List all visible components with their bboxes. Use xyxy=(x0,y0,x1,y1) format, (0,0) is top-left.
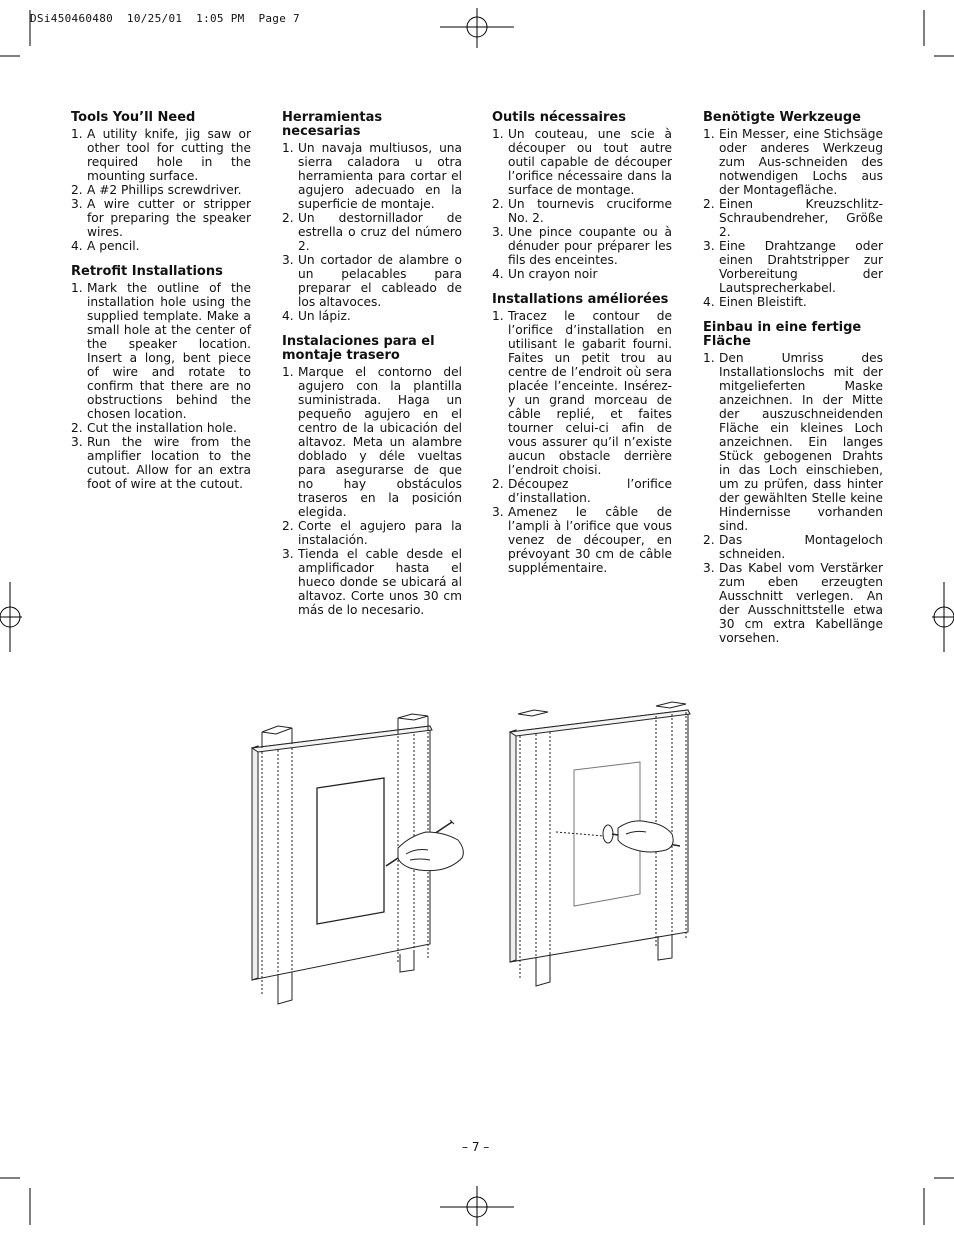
item-text: A utility knife, jig saw or other tool for cutting the required hole in the mounting surface. xyxy=(87,127,251,183)
item-number: 3. xyxy=(282,253,294,267)
item-text: Einen Bleistift. xyxy=(719,295,807,309)
item-text: Run the wire from the amplifier location to the cutout. Allow for an extra foot of wire at the cutout. xyxy=(87,435,251,491)
section-tools xyxy=(282,111,462,323)
section-retrofit xyxy=(492,293,672,575)
item-text: Cut the installation hole. xyxy=(87,421,237,435)
item-text: Den Umriss des Installationslochs mit der mitgelieferten Maske anzeichnen. In der Mitte der auszuschneidenden Fläche ein kleines Loch anzeichnen. Ein langes Stück gebogenen Drahts in das Loch einschieben, um zu prüfen, dass hinter der gewählten Stelle keine Hindernisse vorhanden sind. xyxy=(719,351,883,533)
item-text: Un lápiz. xyxy=(298,309,351,323)
illustration-mark-outline xyxy=(240,708,480,1008)
item-number: 1. xyxy=(282,365,294,379)
item-number: 2. xyxy=(71,421,83,435)
item-number: 2. xyxy=(492,197,504,211)
item-text: Tienda el cable desde el amplificador hasta el hueco donde se ubicará al altavoz. Corte unos 30 cm más de lo necesario. xyxy=(298,547,462,617)
page-number: – 7 – xyxy=(462,1140,490,1154)
section-tools xyxy=(703,111,883,309)
illustration-probe-wire xyxy=(500,700,700,990)
section-tools xyxy=(492,111,672,281)
item-number: 3. xyxy=(492,505,504,519)
list-item xyxy=(492,127,672,197)
item-text: Un crayon noir xyxy=(508,267,598,281)
item-text: Un destornillador de estrella o cruz del número 2. xyxy=(298,211,462,253)
item-text: Amenez le câble de l’ampli à l’orifice que vous venez de découper, en prévoyant 30 cm de câble supplémentaire. xyxy=(508,505,672,575)
list-item xyxy=(282,141,462,211)
list-item xyxy=(703,351,883,533)
list-item xyxy=(282,309,462,323)
item-text: Das Kabel vom Verstärker zum eben erzeugten Ausschnitt verlegen. An der Ausschnittstelle etwa 30 cm extra Kabellänge vorsehen. xyxy=(719,561,883,645)
list-item xyxy=(282,211,462,253)
section-heading: Einbau in eine fertige Fläche xyxy=(703,320,862,349)
print-slug: DSi450460480 10/25/01 1:05 PM Page 7 xyxy=(30,12,300,25)
item-number: 2. xyxy=(71,183,83,197)
list-item xyxy=(71,435,251,491)
item-text: Einen Kreuzschlitz-Schraubendreher, Größe 2. xyxy=(719,197,883,239)
section-heading: Herramientas necesarias xyxy=(282,110,383,139)
list-item xyxy=(703,533,883,561)
item-number: 3. xyxy=(703,561,715,575)
list-item xyxy=(71,281,251,421)
item-number: 2. xyxy=(492,477,504,491)
item-text: Découpez l’orifice d’installation. xyxy=(508,477,672,505)
column-french xyxy=(492,111,672,587)
item-number: 3. xyxy=(71,197,83,211)
item-text: Das Montageloch schneiden. xyxy=(719,533,883,561)
item-number: 1. xyxy=(492,127,504,141)
list-item xyxy=(492,309,672,477)
list-item xyxy=(492,505,672,575)
item-number: 1. xyxy=(703,351,715,365)
item-number: 3. xyxy=(71,435,83,449)
list-item xyxy=(492,225,672,267)
item-text: Ein Messer, eine Stichsäge oder anderes Werkzeug zum Aus-schneiden des notwendigen Lochs aus der Montagefläche. xyxy=(719,127,883,197)
section-heading: Tools You’ll Need xyxy=(71,110,196,125)
item-text: Un couteau, une scie à découper ou tout autre outil capable de découper l’orifice nécessaire dans la surface de montage. xyxy=(508,127,672,197)
list-item xyxy=(703,197,883,239)
column-english xyxy=(71,111,251,503)
section-heading: Outils nécessaires xyxy=(492,110,626,125)
section-retrofit xyxy=(71,265,251,491)
item-text: Corte el agujero para la instalación. xyxy=(298,519,462,547)
section-retrofit xyxy=(282,335,462,617)
list-item xyxy=(71,197,251,239)
item-text: Marque el contorno del agujero con la plantilla suministrada. Haga un pequeño agujero en el centro de la ubicación del altavoz. Meta un alambre doblado y déle vueltas para asegurarse de que no hay obstáculos traseros en la posición elegida. xyxy=(298,365,462,519)
column-german xyxy=(703,111,883,657)
list-item xyxy=(71,239,251,253)
item-number: 1. xyxy=(282,141,294,155)
list-item xyxy=(282,253,462,309)
item-text: Un navaja multiusos, una sierra caladora u otra herramienta para cortar el agujero adecuado en la superficie de montaje. xyxy=(298,141,462,211)
item-text: Un tournevis cruciforme No. 2. xyxy=(508,197,672,225)
item-text: Un cortador de alambre o un pelacables para preparar el cableado de los altavoces. xyxy=(298,253,462,309)
list-item xyxy=(703,295,883,309)
section-retrofit xyxy=(703,321,883,645)
list-item xyxy=(282,547,462,617)
item-text: Tracez le contour de l’orifice d’installation en utilisant le gabarit fourni. Faites un petit trou au centre de l’endroit où sera placée l’enceinte. Insérez-y un grand morceau de câble replié, et faites tourner celui-ci afin de vous assurer qu’il n’existe aucun obstacle derrière l’endroit choisi. xyxy=(508,309,672,477)
section-heading: Installations améliorées xyxy=(492,292,669,307)
section-tools xyxy=(71,111,251,253)
item-text: A pencil. xyxy=(87,239,140,253)
list-item xyxy=(71,421,251,435)
list-item xyxy=(492,197,672,225)
list-item xyxy=(71,183,251,197)
item-number: 3. xyxy=(703,239,715,253)
section-heading: Benötigte Werkzeuge xyxy=(703,110,861,125)
item-number: 2. xyxy=(703,533,715,547)
item-text: A #2 Phillips screwdriver. xyxy=(87,183,242,197)
item-number: 3. xyxy=(282,547,294,561)
item-number: 4. xyxy=(703,295,715,309)
item-number: 3. xyxy=(492,225,504,239)
list-item xyxy=(282,365,462,519)
item-number: 2. xyxy=(703,197,715,211)
item-number: 2. xyxy=(282,519,294,533)
section-heading: Retrofit Installations xyxy=(71,264,223,279)
item-number: 2. xyxy=(282,211,294,225)
item-text: Une pince coupante ou à dénuder pour préparer les fils des enceintes. xyxy=(508,225,672,267)
section-heading: Instalaciones para el montaje trasero xyxy=(282,334,435,363)
column-spanish xyxy=(282,111,462,629)
list-item xyxy=(703,127,883,197)
item-number: 1. xyxy=(703,127,715,141)
list-item xyxy=(703,239,883,295)
item-text: Eine Drahtzange oder einen Drahtstripper zur Vorbereitung der Lautsprecherkabel. xyxy=(719,239,883,295)
item-number: 4. xyxy=(71,239,83,253)
item-number: 1. xyxy=(492,309,504,323)
list-item xyxy=(282,519,462,547)
item-text: Mark the outline of the installation hole using the supplied template. Make a small hole at the center of the speaker location. Insert a long, bent piece of wire and rotate to confirm that there are no obstructions behind the chosen location. xyxy=(87,281,251,421)
list-item xyxy=(492,477,672,505)
list-item xyxy=(71,127,251,183)
list-item xyxy=(703,561,883,645)
item-number: 1. xyxy=(71,127,83,141)
item-number: 1. xyxy=(71,281,83,295)
item-number: 4. xyxy=(492,267,504,281)
item-text: A wire cutter or stripper for preparing the speaker wires. xyxy=(87,197,251,239)
list-item xyxy=(492,267,672,281)
item-number: 4. xyxy=(282,309,294,323)
